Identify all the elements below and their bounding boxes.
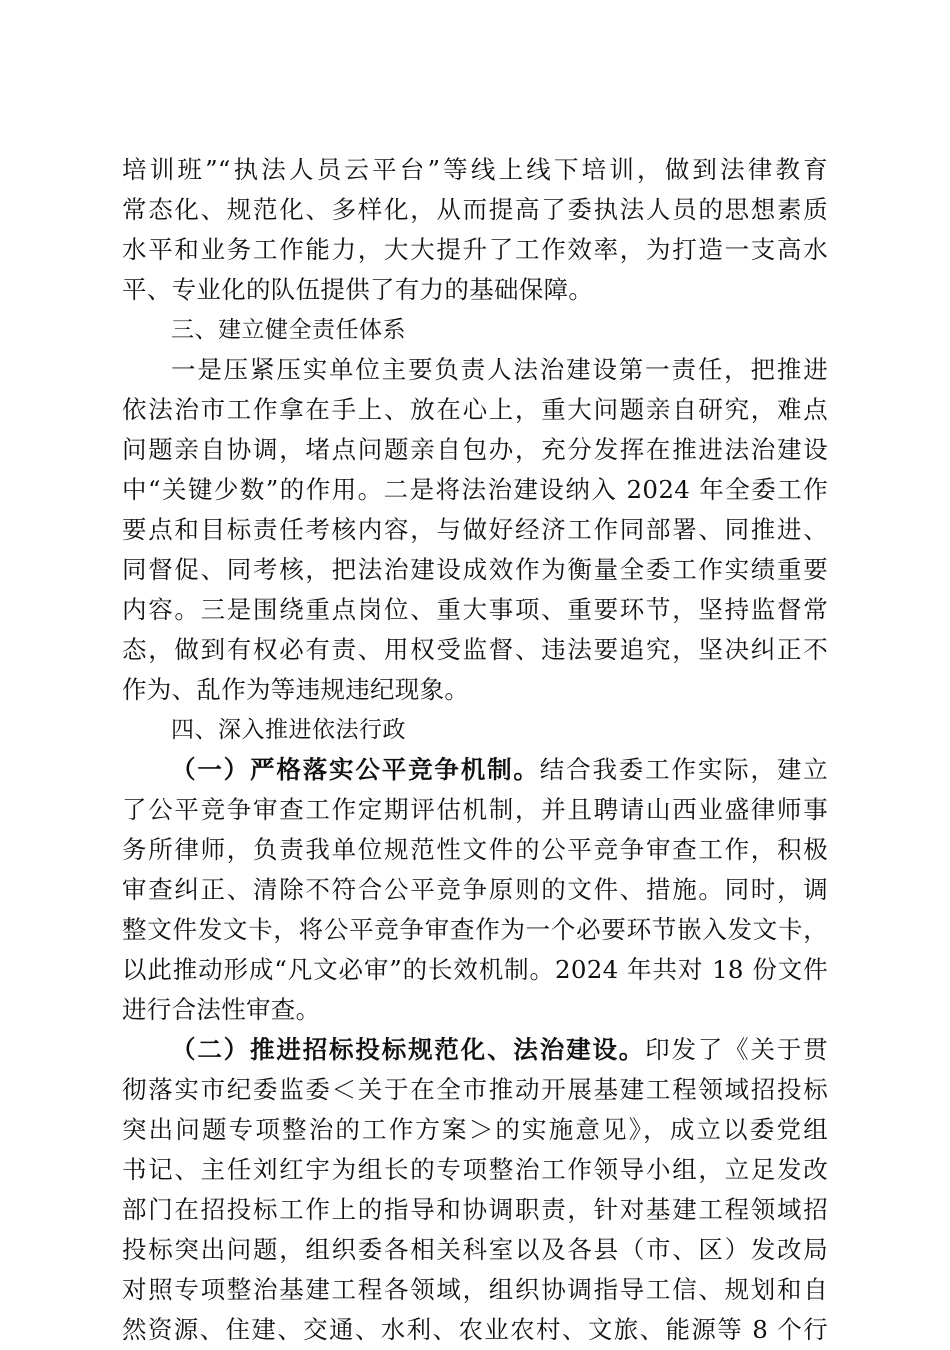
body-text-line: 对照专项整治基建工程各领域，组织协调指导工信、规划和自 (122, 1275, 828, 1304)
subsection-1-title: （一）严格落实公平竞争机制。 (171, 755, 540, 784)
body-text-line: 整文件发文卡，将公平竞争审查作为一个必要环节嵌入发文卡， (122, 915, 828, 944)
body-text-line: 书记、主任刘红宇为组长的专项整治工作领导小组，立足发改 (122, 1155, 828, 1184)
section-heading-4: 四、深入推进依法行政 (171, 717, 406, 743)
body-text-line: 态，做到有权必有责、用权受监督、违法要追究，坚决纠正不 (122, 635, 828, 664)
document-page (122, 150, 828, 1350)
body-text-line: 作为、乱作为等违规违纪现象。 (122, 675, 470, 704)
body-text-line: 一是压紧压实单位主要负责人法治建设第一责任，把推进 (171, 355, 828, 384)
body-text-line: 要点和目标责任考核内容，与做好经济工作同部署、同推进、 (122, 515, 828, 544)
body-text-line: 内容。三是围绕重点岗位、重大事项、重要环节，坚持监督常 (122, 595, 828, 624)
body-text-line: 审查纠正、清除不符合公平竞争原则的文件、措施。同时，调 (122, 875, 828, 904)
body-text-line: 平、专业化的队伍提供了有力的基础保障。 (122, 275, 594, 304)
subsection-1-text: 结合我委工作实际，建立 (539, 755, 828, 784)
body-text-line: 进行合法性审查。 (122, 995, 321, 1024)
body-text-line: 问题亲自协调，堵点问题亲自包办，充分发挥在推进法治建设 (122, 435, 828, 464)
subsection-2-title: （二）推进招标投标规范化、法治建设。 (171, 1035, 646, 1064)
body-text-line: 突出问题专项整治的工作方案＞的实施意见》，成立以委党组 (122, 1115, 828, 1144)
body-text-line: 依法治市工作拿在手上、放在心上，重大问题亲自研究，难点 (122, 395, 828, 424)
body-text-line: 部门在招投标工作上的指导和协调职责，针对基建工程领域招 (122, 1195, 828, 1224)
body-text-line: 同督促、同考核，把法治建设成效作为衡量全委工作实绩重要 (122, 555, 828, 584)
body-text-line: 以此推动形成“凡文必审”的长效机制。2024 年共对 18 份文件 (122, 955, 828, 984)
body-text-line: 中“关键少数”的作用。二是将法治建设纳入 2024 年全委工作 (122, 475, 828, 504)
body-text-line: 常态化、规范化、多样化，从而提高了委执法人员的思想素质 (122, 195, 828, 224)
body-text-line: 水平和业务工作能力，大大提升了工作效率，为打造一支高水 (122, 235, 828, 264)
subsection-1-first-line (122, 750, 828, 790)
body-text-line: 培训班”“执法人员云平台”等线上线下培训，做到法律教育 (122, 155, 828, 184)
body-text-line: 然资源、住建、交通、水利、农业农村、文旅、能源等 8 个行 (122, 1315, 828, 1344)
body-text-line: 务所律师，负责我单位规范性文件的公平竞争审查工作，积极 (122, 835, 828, 864)
body-text-line: 彻落实市纪委监委＜关于在全市推动开展基建工程领域招投标 (122, 1075, 828, 1104)
section-heading-3: 三、建立健全责任体系 (171, 317, 406, 343)
body-text-line: 了公平竞争审查工作定期评估机制，并且聘请山西业盛律师事 (122, 795, 828, 824)
subsection-2-text: 印发了《关于贯 (645, 1035, 828, 1064)
body-text-line: 投标突出问题，组织委各相关科室以及各县（市、区）发改局 (122, 1235, 828, 1264)
subsection-2-first-line (122, 1030, 828, 1070)
